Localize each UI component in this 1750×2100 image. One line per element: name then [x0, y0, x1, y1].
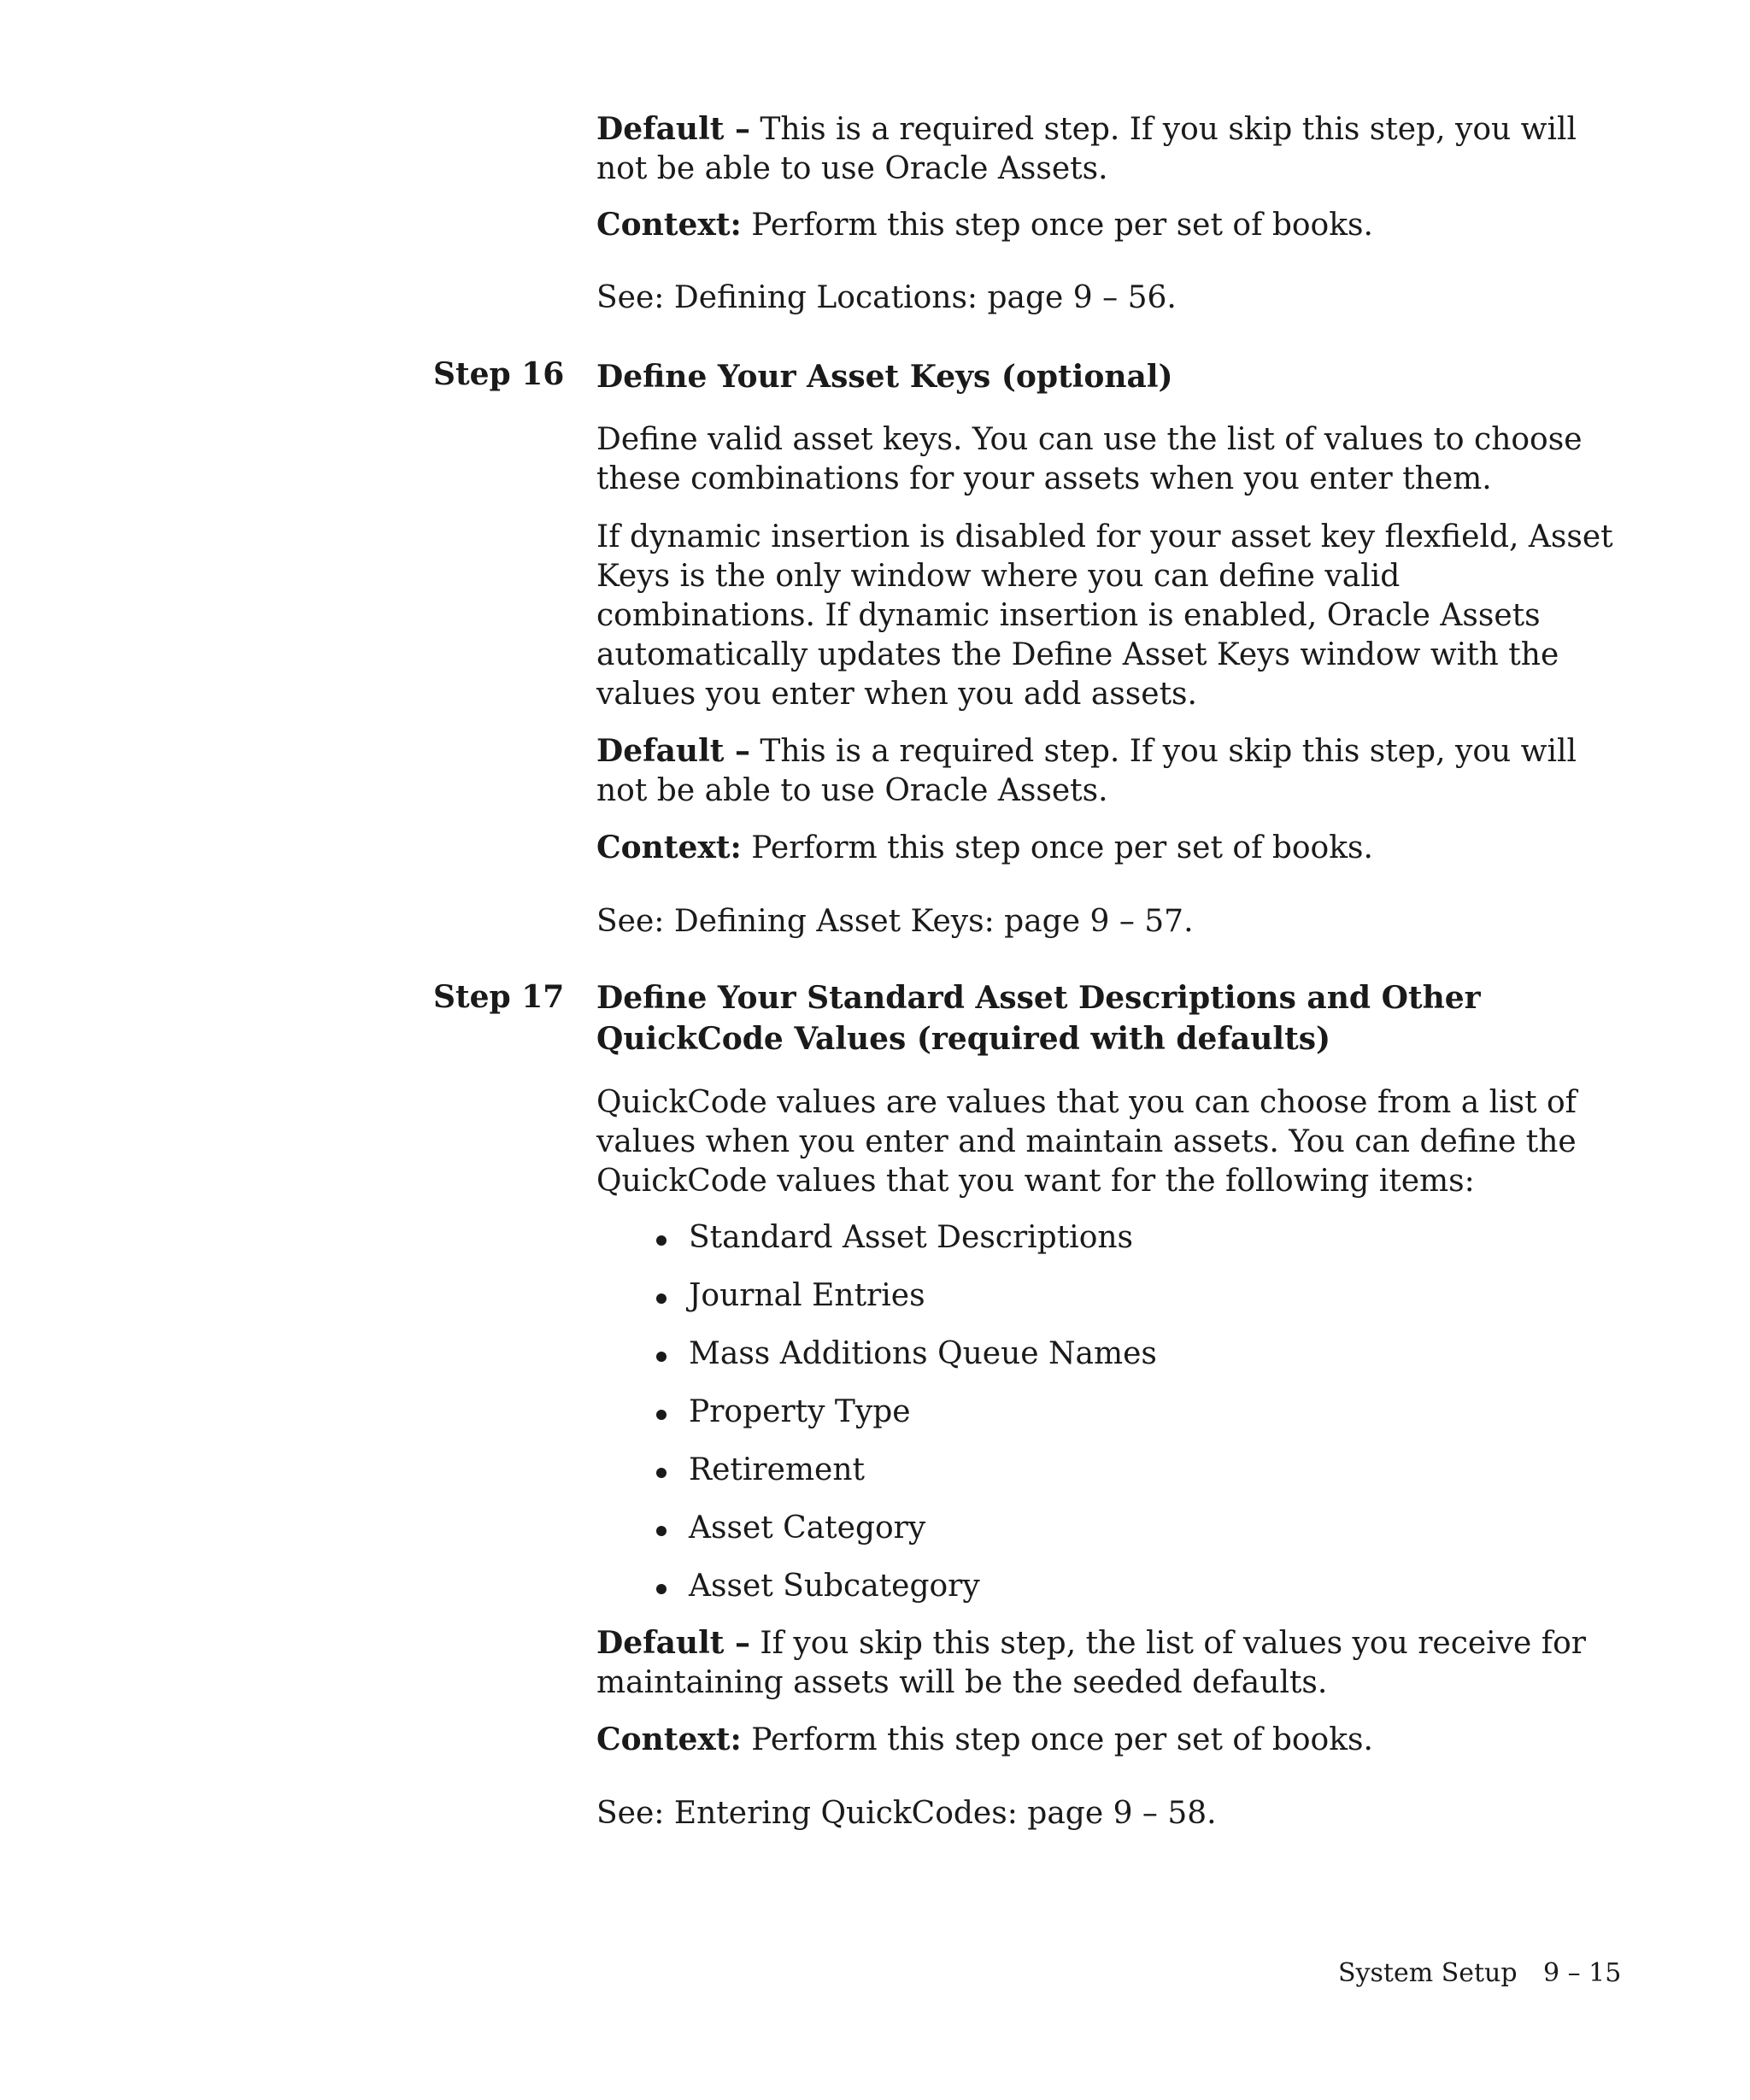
intro-context [596, 205, 1622, 245]
quickcode-item-list [596, 1218, 1622, 1625]
step-17-title-block [596, 977, 1622, 1059]
context-label: Context: [596, 1722, 742, 1757]
footer-page-number: 9 – 15 [1543, 1958, 1622, 1988]
list-item: Property Type [596, 1393, 1622, 1451]
step-16-title-block [596, 356, 1622, 397]
step-17-see-block [596, 1794, 1622, 1833]
see-reference: See: Entering QuickCodes: page 9 – 58. [596, 1796, 1217, 1831]
step-16-para2: If dynamic insertion is disabled for your asset key flexfield, Asset Keys is the only window where you can define valid combinations. If dynamic insertion is enabled, Oracle Assets automatically updates the Define Asset Keys window with the values you enter when you add assets. [596, 519, 1613, 712]
step-17-label: Step 17 [433, 979, 565, 1015]
step-16-para1-block [596, 420, 1622, 499]
step-17-para1-block [596, 1083, 1622, 1201]
list-item: Journal Entries [596, 1276, 1622, 1334]
footer-section: System Setup [1338, 1958, 1518, 1988]
step-16-para2-block [596, 518, 1622, 714]
default-text: If you skip this step, the list of values you receive for maintaining assets will be the seeded defaults. [596, 1626, 1586, 1700]
step-16-see-block [596, 902, 1622, 941]
list-item: Asset Category [596, 1509, 1622, 1567]
step-16-default-block [596, 731, 1622, 811]
step-17-default-block [596, 1623, 1622, 1703]
step-17-title: Define Your Standard Asset Descriptions and Other QuickCode Values (required with defaults) [596, 980, 1481, 1057]
default-text: This is a required step. If you skip this step, you will not be able to use Oracle Assets. [596, 734, 1577, 808]
list-item: Asset Subcategory [596, 1567, 1622, 1625]
intro-block [596, 109, 1622, 189]
list-item: Retirement [596, 1451, 1622, 1509]
default-text: This is a required step. If you skip this step, you will not be able to use Oracle Assets. [596, 112, 1577, 186]
context-text: Perform this step once per set of books. [741, 208, 1373, 243]
list-item: Mass Additions Queue Names [596, 1334, 1622, 1393]
see-reference: See: Defining Locations: page 9 – 56. [596, 280, 1177, 315]
intro-see [596, 279, 1622, 318]
context-text: Perform this step once per set of books. [741, 830, 1373, 865]
default-label: Default – [596, 1625, 750, 1661]
step-16-context-block [596, 828, 1622, 868]
step-17-items-block [596, 1218, 1622, 1625]
see-reference: See: Defining Asset Keys: page 9 – 57. [596, 904, 1194, 939]
default-label: Default – [596, 111, 750, 147]
intro-default [596, 109, 1622, 189]
list-item: Standard Asset Descriptions [596, 1218, 1622, 1276]
step-17-context-block [596, 1720, 1622, 1760]
step-16-para1: Define valid asset keys. You can use the list of values to choose these combinations for your assets when you enter them. [596, 422, 1583, 496]
default-label: Default – [596, 733, 750, 769]
step-17-para1: QuickCode values are values that you can choose from a list of values when you enter and maintain assets. You can define the QuickCode values that you want for the following items: [596, 1085, 1577, 1199]
context-text: Perform this step once per set of books. [741, 1722, 1373, 1757]
step-16-label: Step 16 [433, 356, 565, 392]
step-16-title: Define Your Asset Keys (optional) [596, 359, 1173, 395]
context-label: Context: [596, 830, 742, 865]
context-label: Context: [596, 207, 742, 243]
